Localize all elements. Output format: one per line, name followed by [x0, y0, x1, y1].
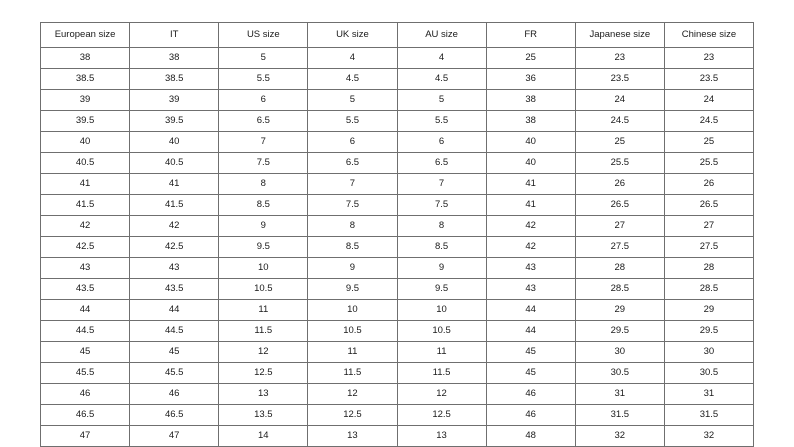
table-cell: 42.5: [130, 237, 219, 258]
table-cell: 40: [486, 132, 575, 153]
table-cell: 10.5: [308, 321, 397, 342]
table-cell: 40.5: [41, 153, 130, 174]
table-cell: 13: [308, 426, 397, 447]
table-cell: 43: [130, 258, 219, 279]
table-cell: 42: [486, 216, 575, 237]
table-row: [41, 69, 754, 90]
table-row: [41, 195, 754, 216]
table-cell: 30: [575, 342, 664, 363]
table-cell: 38: [130, 48, 219, 69]
table-row: [41, 132, 754, 153]
table-cell: 38.5: [130, 69, 219, 90]
table-cell: 38: [41, 48, 130, 69]
table-row: [41, 363, 754, 384]
table-cell: 42: [41, 216, 130, 237]
table-cell: 10: [219, 258, 308, 279]
table-cell: 41.5: [41, 195, 130, 216]
table-cell: 39.5: [130, 111, 219, 132]
table-cell: 29: [575, 300, 664, 321]
table-row: [41, 342, 754, 363]
table-cell: 8: [397, 216, 486, 237]
table-cell: 27: [664, 216, 753, 237]
table-cell: 4.5: [308, 69, 397, 90]
table-cell: 45: [486, 363, 575, 384]
table-cell: 48: [486, 426, 575, 447]
table-cell: 43: [486, 279, 575, 300]
table-cell: 41: [486, 195, 575, 216]
table-cell: 11.5: [219, 321, 308, 342]
table-row: [41, 174, 754, 195]
table-cell: 40: [486, 153, 575, 174]
table-cell: 43.5: [41, 279, 130, 300]
table-cell: 10.5: [397, 321, 486, 342]
table-cell: 32: [664, 426, 753, 447]
table-cell: 26.5: [664, 195, 753, 216]
table-cell: 42: [486, 237, 575, 258]
table-cell: 24.5: [664, 111, 753, 132]
table-cell: 10: [397, 300, 486, 321]
table-cell: 23.5: [664, 69, 753, 90]
table-cell: 32: [575, 426, 664, 447]
table-cell: 7.5: [308, 195, 397, 216]
column-header: FR: [486, 23, 575, 48]
table-cell: 13.5: [219, 405, 308, 426]
table-cell: 8: [219, 174, 308, 195]
table-cell: 13: [219, 384, 308, 405]
table-cell: 12: [219, 342, 308, 363]
table-cell: 26: [575, 174, 664, 195]
column-header: IT: [130, 23, 219, 48]
table-cell: 5.5: [308, 111, 397, 132]
table-body: [41, 48, 754, 447]
table-cell: 9: [219, 216, 308, 237]
table-cell: 6: [397, 132, 486, 153]
column-header: US size: [219, 23, 308, 48]
table-row: [41, 279, 754, 300]
table-cell: 11.5: [308, 363, 397, 384]
table-cell: 44: [486, 300, 575, 321]
table-cell: 7: [219, 132, 308, 153]
table-cell: 23.5: [575, 69, 664, 90]
table-cell: 4.5: [397, 69, 486, 90]
column-header: UK size: [308, 23, 397, 48]
table-cell: 25.5: [575, 153, 664, 174]
table-header: [41, 23, 754, 48]
table-cell: 45: [130, 342, 219, 363]
table-cell: 40.5: [130, 153, 219, 174]
table-cell: 44.5: [41, 321, 130, 342]
table-cell: 5: [308, 90, 397, 111]
table-cell: 45: [41, 342, 130, 363]
table-cell: 8.5: [308, 237, 397, 258]
table-cell: 12.5: [308, 405, 397, 426]
table-cell: 9.5: [308, 279, 397, 300]
table-cell: 28: [575, 258, 664, 279]
table-cell: 25: [486, 48, 575, 69]
table-cell: 24: [664, 90, 753, 111]
table-cell: 7.5: [397, 195, 486, 216]
table-cell: 46: [41, 384, 130, 405]
table-cell: 30: [664, 342, 753, 363]
table-row: [41, 111, 754, 132]
table-cell: 31: [575, 384, 664, 405]
table-cell: 47: [41, 426, 130, 447]
table-cell: 30.5: [664, 363, 753, 384]
table-cell: 44: [130, 300, 219, 321]
table-cell: 11.5: [397, 363, 486, 384]
table-cell: 44: [486, 321, 575, 342]
table-cell: 5: [397, 90, 486, 111]
table-cell: 7: [308, 174, 397, 195]
table-cell: 39: [41, 90, 130, 111]
table-cell: 23: [664, 48, 753, 69]
table-cell: 42.5: [41, 237, 130, 258]
table-cell: 41: [130, 174, 219, 195]
table-cell: 8: [308, 216, 397, 237]
table-cell: 12: [308, 384, 397, 405]
table-cell: 10: [308, 300, 397, 321]
table-cell: 11: [397, 342, 486, 363]
column-header: Japanese size: [575, 23, 664, 48]
table-cell: 6: [219, 90, 308, 111]
table-cell: 8.5: [219, 195, 308, 216]
table-cell: 29.5: [575, 321, 664, 342]
table-cell: 4: [308, 48, 397, 69]
table-cell: 46.5: [41, 405, 130, 426]
table-cell: 14: [219, 426, 308, 447]
table-cell: 26.5: [575, 195, 664, 216]
table-cell: 47: [130, 426, 219, 447]
table-cell: 6.5: [397, 153, 486, 174]
table-cell: 23: [575, 48, 664, 69]
table-row: [41, 153, 754, 174]
table-row: [41, 237, 754, 258]
table-cell: 39.5: [41, 111, 130, 132]
table-cell: 11: [219, 300, 308, 321]
table-cell: 44: [41, 300, 130, 321]
table-cell: 5.5: [397, 111, 486, 132]
table-cell: 27.5: [664, 237, 753, 258]
table-cell: 41: [41, 174, 130, 195]
table-cell: 6.5: [308, 153, 397, 174]
table-cell: 9: [308, 258, 397, 279]
table-row: [41, 216, 754, 237]
table-cell: 27.5: [575, 237, 664, 258]
table-cell: 9: [397, 258, 486, 279]
table-row: [41, 405, 754, 426]
table-cell: 9.5: [219, 237, 308, 258]
table-cell: 12.5: [219, 363, 308, 384]
table-cell: 6: [308, 132, 397, 153]
table-row: [41, 321, 754, 342]
table-cell: 31.5: [664, 405, 753, 426]
table-cell: 27: [575, 216, 664, 237]
table-cell: 11: [308, 342, 397, 363]
table-cell: 12: [397, 384, 486, 405]
table-cell: 45.5: [130, 363, 219, 384]
table-cell: 40: [41, 132, 130, 153]
table-cell: 10.5: [219, 279, 308, 300]
table-cell: 43.5: [130, 279, 219, 300]
table-cell: 45.5: [41, 363, 130, 384]
table-cell: 5: [219, 48, 308, 69]
table-cell: 24: [575, 90, 664, 111]
table-cell: 26: [664, 174, 753, 195]
table-header-row: [41, 23, 754, 48]
table-cell: 43: [41, 258, 130, 279]
table-cell: 24.5: [575, 111, 664, 132]
table-cell: 46.5: [130, 405, 219, 426]
table-cell: 7.5: [219, 153, 308, 174]
column-header: AU size: [397, 23, 486, 48]
table-cell: 5.5: [219, 69, 308, 90]
table-row: [41, 48, 754, 69]
table-row: [41, 300, 754, 321]
table-row: [41, 90, 754, 111]
table-cell: 41.5: [130, 195, 219, 216]
table-cell: 25: [664, 132, 753, 153]
table-cell: 46: [486, 384, 575, 405]
table-cell: 4: [397, 48, 486, 69]
table-row: [41, 258, 754, 279]
table-cell: 38.5: [41, 69, 130, 90]
table-cell: 13: [397, 426, 486, 447]
table-cell: 44.5: [130, 321, 219, 342]
table-cell: 38: [486, 90, 575, 111]
table-cell: 46: [130, 384, 219, 405]
table-cell: 36: [486, 69, 575, 90]
table-cell: 9.5: [397, 279, 486, 300]
table-cell: 43: [486, 258, 575, 279]
column-header: Chinese size: [664, 23, 753, 48]
table-cell: 41: [486, 174, 575, 195]
table-cell: 28.5: [575, 279, 664, 300]
table-cell: 46: [486, 405, 575, 426]
table-cell: 31: [664, 384, 753, 405]
table-cell: 25.5: [664, 153, 753, 174]
table-row: [41, 426, 754, 447]
table-cell: 45: [486, 342, 575, 363]
table-cell: 29: [664, 300, 753, 321]
table-cell: 6.5: [219, 111, 308, 132]
table-cell: 38: [486, 111, 575, 132]
column-header: European size: [41, 23, 130, 48]
table-cell: 25: [575, 132, 664, 153]
table-cell: 28: [664, 258, 753, 279]
table-cell: 7: [397, 174, 486, 195]
table-cell: 40: [130, 132, 219, 153]
table-cell: 29.5: [664, 321, 753, 342]
table-cell: 12.5: [397, 405, 486, 426]
table-cell: 39: [130, 90, 219, 111]
table-cell: 8.5: [397, 237, 486, 258]
table-cell: 31.5: [575, 405, 664, 426]
shoe-size-conversion-table: [40, 22, 754, 447]
table-cell: 42: [130, 216, 219, 237]
table-cell: 28.5: [664, 279, 753, 300]
table-row: [41, 384, 754, 405]
table-cell: 30.5: [575, 363, 664, 384]
